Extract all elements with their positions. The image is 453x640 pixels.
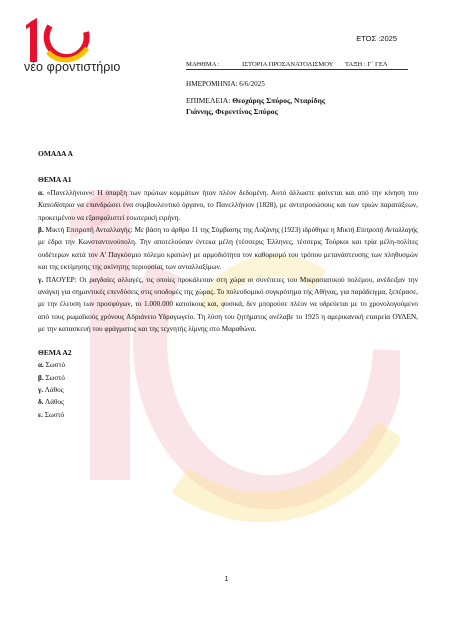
list-item (38, 359, 418, 371)
answer-label: δ. (38, 398, 44, 407)
answer-value: Λάθος (43, 398, 65, 407)
exam-date: ΗΜΕΡΟΜΗΝΙΑ: 6/6/2025 (186, 80, 265, 88)
class-label: ΤΑΞΗ : Γ΄ ΓΕΛ (345, 61, 388, 68)
answer-text: με έδρα την Κωνσταντινούπολη. Την αποτελούσαν έντεκα μέλη (τέσσερις Έλληνες, τέσσερις Τούρκοι και τρία μέλη-πολίτες ουδέτερων κατά τον Α’ Παγκόσμιο πόλεμο κρατών) με αρμοδιότητα τον καθορισμό του τρόπου μετανάστευσης των πληθυσμών και της εκτίμησης της ακίνητης περιουσίας των ανταλλαξίμων. (38, 238, 418, 272)
editors-label: ΕΠΙΜΕΛΕΙΑ: (186, 96, 231, 105)
brand-logo-text: νέο φροντιστήριο (24, 60, 121, 74)
answer-value: Σωστό (43, 373, 65, 382)
answer-label: β. (38, 373, 44, 382)
list-item (38, 409, 418, 421)
answer-label: α. (38, 361, 44, 370)
page-number: 1 (224, 576, 229, 583)
answer-text: Μικτή Επιτροπή Ανταλλαγής: Με βάση το άρθρο 11 της Σύμβασης της Λοζάνης (1923) ιδρύθηκε η (43, 226, 337, 235)
editors-names-line2: Γιάννης, Φερεντίνος Σπύρος (186, 106, 278, 116)
list-item (38, 396, 418, 408)
answer-value: Σωστό (43, 361, 66, 370)
answer-text: ΠΑΟΥΕΡ: Οι ραγδαίες αλλαγές, τις οποίες προκάλεσαν στη χώρα οι συνέπειες του Μικρασιατικού πολέμου, ανέδειξαν την ανάγκη για σημαντικές επενδύσεις στις υποδομές της χώρας. Το πολεοδομικό συγκρότημα της Αθήνας, για παράδειγμα, ξεπέρασε, με την έλευση των προσφύγων, το 1.000.000 κατοίκους και, φυσικά, δεν μπορούσε πλέον να υδρεύεται με το χρονολογούμενο από τους ρωμαϊκούς χρόνους Αδριάνειο Υδραγωγείο. Τη λύση του ζητήματος ανέλαβε το 1925 η αμερικανική εταιρεία ΟΥΛΕΝ, με την κατασκευή του φράγματος και της τεχνητής λίμνης στο Μαραθώνα. (38, 275, 418, 334)
brand-logo-icon (24, 12, 94, 64)
answer-text-italic: Μικτή Επιτροπή Ανταλλαγής (336, 226, 418, 235)
answer-a1-alpha (38, 187, 418, 224)
answer-label: γ. (38, 385, 44, 394)
list-item (38, 372, 418, 384)
answer-text-italic: Καποδίστρια (38, 201, 75, 210)
answer-value: Σωστό (42, 410, 65, 419)
section-title-a1: ΘΕΜΑ Α1 (38, 175, 72, 185)
subject-label: ΜΑΘΗΜΑ : (186, 61, 220, 68)
editors-names-line1: Θεοχάρης Σπύρος, Νταρίδης (232, 96, 326, 105)
answer-label: α. (38, 188, 44, 197)
answer-text: να επανδρώσει ένα συμβουλευτικό όργανο, το Πανελλήνιον (1828), με αντιπροσώπους και των τριών παρατάξεων, προκειμένου να εξασφαλιστεί εσωτερική ειρήνη. (38, 201, 418, 222)
answer-label: ε. (38, 410, 43, 419)
list-item (38, 384, 418, 396)
answer-a1-beta (38, 224, 418, 274)
editors-block (186, 96, 325, 117)
answer-list-a2 (38, 359, 418, 421)
section-title-a2: ΘΕΜΑ Α2 (38, 347, 72, 357)
subject-name: ΙΣΤΟΡΙΑ ΠΡΟΣΑΝΑΤΟΛΙΣΜΟΥ (242, 61, 334, 68)
subject-line (186, 60, 408, 70)
answer-a1-gamma (38, 274, 418, 336)
group-title: ΟΜΑΔΑ Α (38, 149, 73, 158)
answer-label: γ. (38, 275, 44, 284)
answer-value: Λάθος (43, 385, 64, 394)
answer-text: «Πανελλήνιον»: Η ύπαρξη των πρώτων κομμάτων ήταν πλέον δεδομένη. Αυτό άλλωστε φαίνεται και από την κίνηση του (46, 188, 419, 197)
exam-year: ΕΤΟΣ :2025 (356, 34, 397, 43)
answer-label: β. (38, 226, 44, 235)
answers-content (38, 148, 418, 421)
